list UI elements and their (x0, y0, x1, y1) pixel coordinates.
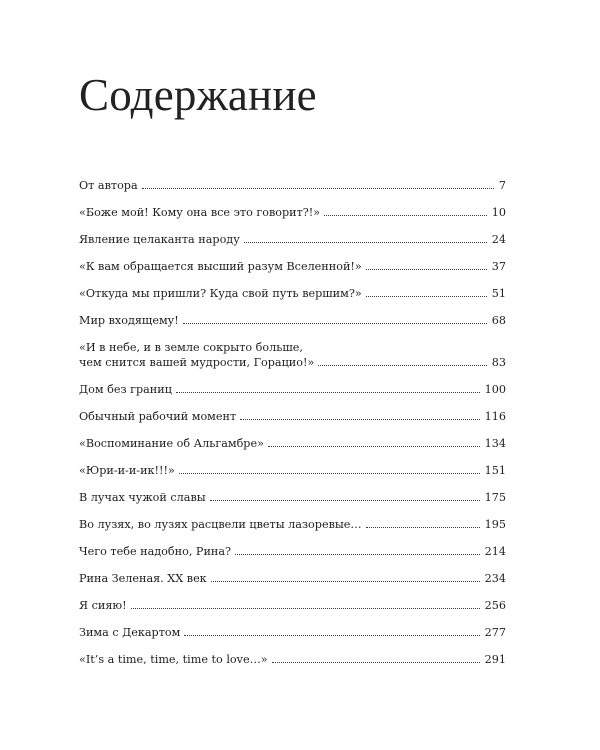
toc-entry (79, 259, 506, 274)
toc-entry-page: 175 (484, 491, 506, 504)
toc-entry-page: 134 (484, 437, 506, 450)
toc-entry (79, 382, 506, 397)
toc-entry-page: 214 (484, 545, 506, 558)
table-of-contents (79, 178, 506, 667)
dot-leader (211, 581, 480, 582)
toc-entry-title: «К вам обращается высший разум Вселенной!» (79, 260, 362, 273)
toc-entry-page: 24 (491, 233, 506, 246)
toc-entry-page: 277 (484, 626, 506, 639)
toc-entry (79, 544, 506, 559)
toc-entry-page: 116 (484, 410, 506, 423)
toc-entry-title: Обычный рабочий момент (79, 410, 237, 423)
toc-entry (79, 286, 506, 301)
toc-entry-page: 100 (484, 383, 506, 396)
toc-entry (79, 205, 506, 220)
toc-entry (79, 517, 506, 532)
page-title: Содержание (79, 70, 317, 120)
toc-entry-title-line-2: чем снится вашей мудрости, Горацио!» (79, 356, 315, 369)
dot-leader (179, 473, 480, 474)
dot-leader (324, 215, 487, 216)
dot-leader (272, 662, 480, 663)
dot-leader (240, 419, 479, 420)
toc-entry-page: 195 (484, 518, 506, 531)
toc-entry (79, 313, 506, 328)
toc-entry (79, 178, 506, 193)
toc-entry-title: «It’s a time, time, time to love…» (79, 653, 268, 666)
toc-entry-title: «Боже мой! Кому она все это говорит?!» (79, 206, 321, 219)
toc-entry (79, 463, 506, 478)
toc-entry-title: «Откуда мы пришли? Куда свой путь вершим?» (79, 287, 362, 300)
toc-entry-title: От автора (79, 179, 138, 192)
toc-entry-title: Я сияю! (79, 599, 127, 612)
dot-leader (131, 608, 480, 609)
toc-entry-page: 68 (491, 314, 506, 327)
toc-entry-page: 151 (484, 464, 506, 477)
dot-leader (366, 527, 480, 528)
dot-leader (184, 635, 479, 636)
dot-leader (176, 392, 480, 393)
toc-entry-page: 83 (491, 356, 506, 369)
dot-leader (210, 500, 480, 501)
toc-entry (79, 652, 506, 667)
dot-leader (366, 296, 487, 297)
toc-entry-title: Во лузях, во лузях расцвели цветы лазоревые… (79, 518, 362, 531)
dot-leader (183, 323, 487, 324)
toc-entry-page: 256 (484, 599, 506, 612)
toc-entry-page: 10 (491, 206, 506, 219)
dot-leader (268, 446, 480, 447)
toc-entry-title: Явление целаканта народу (79, 233, 240, 246)
toc-entry (79, 571, 506, 586)
toc-entry-title: «Воспоминание об Альгамбре» (79, 437, 264, 450)
toc-entry-title: Зима с Декартом (79, 626, 181, 639)
toc-entry-page: 37 (491, 260, 506, 273)
toc-entry (79, 409, 506, 424)
toc-entry-title: Рина Зеленая. XX век (79, 572, 207, 585)
toc-entry-page: 234 (484, 572, 506, 585)
toc-entry (79, 598, 506, 613)
dot-leader (235, 554, 480, 555)
toc-entry-title: «Юри-и-и-ик!!!» (79, 464, 175, 477)
toc-entry-page: 51 (491, 287, 506, 300)
toc-entry-page: 7 (498, 179, 506, 192)
toc-entry-title: Дом без границ (79, 383, 172, 396)
dot-leader (366, 269, 487, 270)
toc-entry-page: 291 (484, 653, 506, 666)
dot-leader (142, 188, 494, 189)
toc-entry-multiline (79, 340, 506, 370)
dot-leader (318, 365, 486, 366)
toc-entry (79, 625, 506, 640)
toc-entry-title-line-1: «И в небе, и в земле сокрыто больше, (79, 341, 303, 354)
toc-entry (79, 232, 506, 247)
toc-entry-title: В лучах чужой славы (79, 491, 206, 504)
toc-entry (79, 490, 506, 505)
toc-entry-title: Чего тебе надобно, Рина? (79, 545, 232, 558)
toc-entry (79, 436, 506, 451)
dot-leader (244, 242, 487, 243)
toc-entry-title: Мир входящему! (79, 314, 179, 327)
